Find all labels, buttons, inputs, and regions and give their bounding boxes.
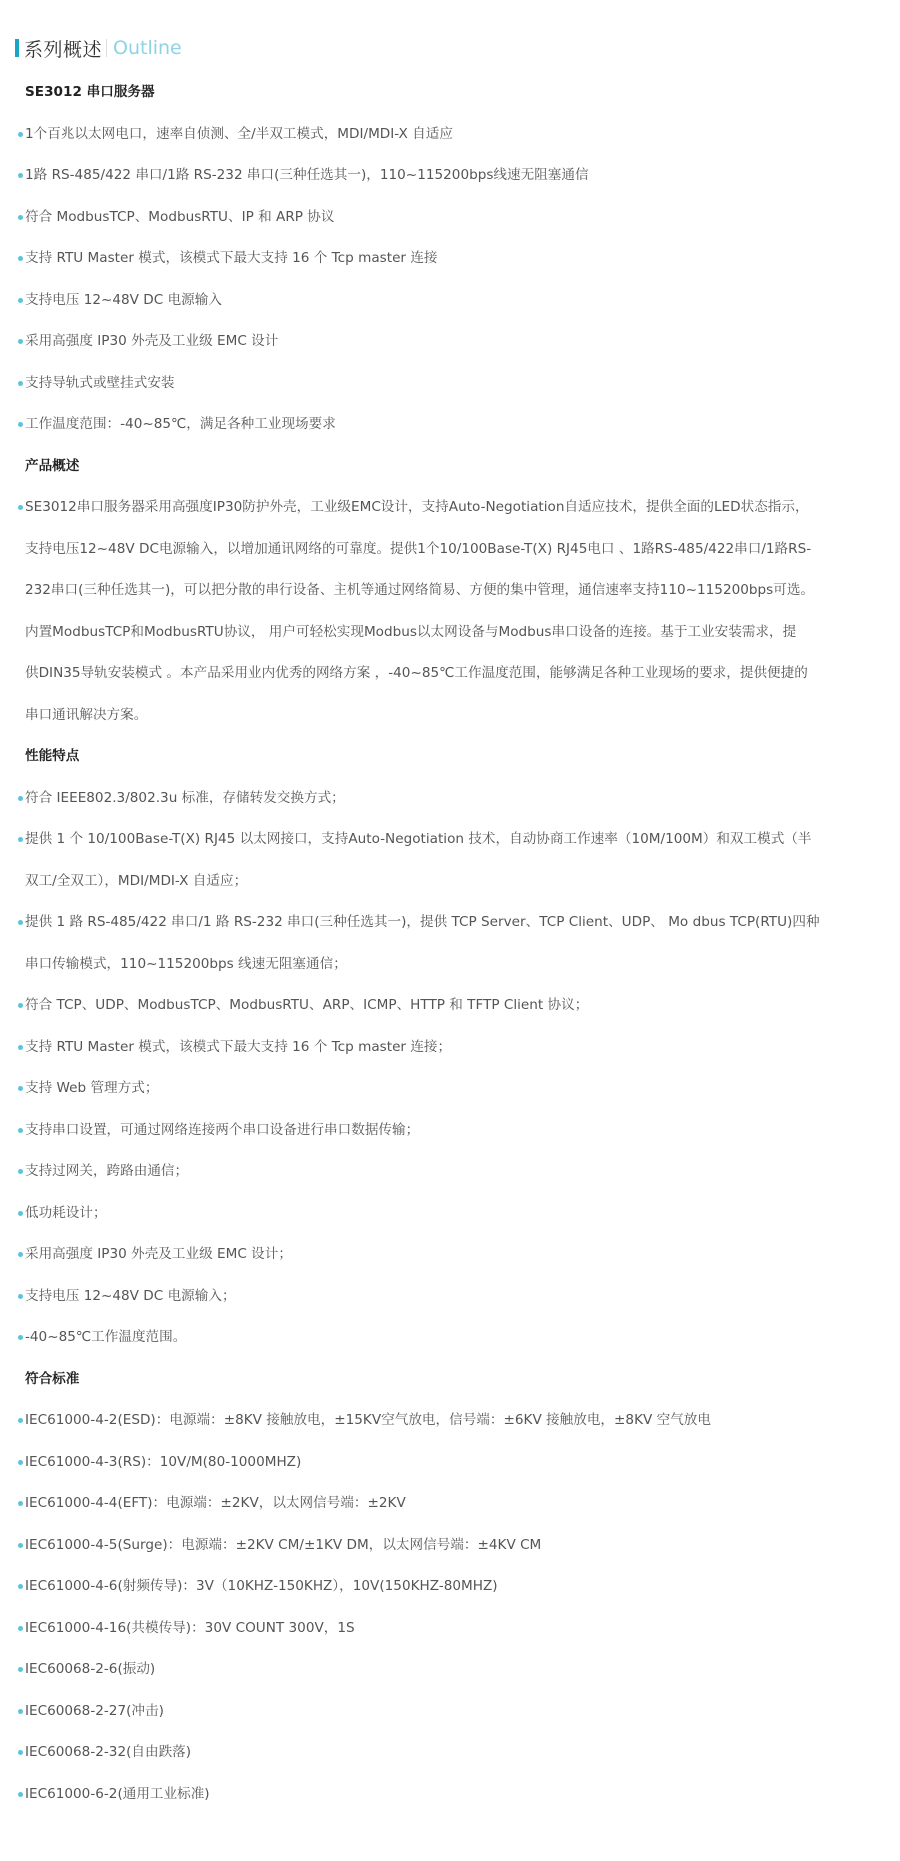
bullet-item: 支持串口设置，可通过网络连接两个串口设备进行串口数据传输； xyxy=(0,1110,900,1152)
content-list xyxy=(0,72,900,1815)
subsection-heading: 性能特点 xyxy=(25,748,80,764)
bullet-item: 支持电压 12~48V DC 电源输入 xyxy=(0,280,900,322)
subsection-heading: 符合标准 xyxy=(25,1370,80,1387)
section-title: 系列概述 xyxy=(24,38,103,61)
bullet-item: IEC60068-2-32(自由跌落) xyxy=(0,1732,900,1774)
bullet-item: 支持导轨式或壁挂式安装 xyxy=(0,363,900,405)
bullet-item: 工作温度范围：-40~85℃，满足各种工业现场要求 xyxy=(0,404,900,446)
bullet-item: 支持过网关，跨路由通信； xyxy=(0,1151,900,1193)
bullet-item: 符合 IEEE802.3/802.3u 标准，存储转发交换方式； xyxy=(0,778,900,820)
bullet-item: 采用高强度 IP30 外壳及工业级 EMC 设计 xyxy=(0,321,900,363)
bullet-item: IEC61000-4-3(RS)：10V/M(80-1000MHZ) xyxy=(0,1442,900,1484)
bullet-item: 1个百兆以太网电口，速率自侦测、全/半双工模式，MDI/MDI-X 自适应 xyxy=(0,114,900,156)
header-divider xyxy=(106,39,107,57)
bullet-item: IEC60068-2-27(冲击) xyxy=(0,1691,900,1733)
bullet-item: IEC61000-6-2(通用工业标准) xyxy=(0,1774,900,1816)
bullet-item: -40~85℃工作温度范围。 xyxy=(0,1317,900,1359)
bullet-item: 采用高强度 IP30 外壳及工业级 EMC 设计； xyxy=(0,1234,900,1276)
bullet-item: 提供 1 个 10/100Base-T(X) RJ45 以太网接口，支持Auto-Negotiation 技术，自动协商工作速率（10M/100M）和双工模式（半 xyxy=(0,819,900,861)
bullet-item: 支持 RTU Master 模式，该模式下最大支持 16 个 Tcp master 连接 xyxy=(0,238,900,280)
continuation-line: 供DIN35导轨安装模式 。本产品采用业内优秀的网络方案 ，-40~85℃工作温度范围，能够满足各种工业现场的要求，提供便捷的 xyxy=(25,665,808,681)
bullet-item: 符合 TCP、UDP、ModbusTCP、ModbusRTU、ARP、ICMP、HTTP 和 TFTP Client 协议； xyxy=(0,985,900,1027)
bullet-item: IEC61000-4-4(EFT)：电源端：±2KV，以太网信号端：±2KV xyxy=(0,1483,900,1525)
continuation-line: 支持电压12~48V DC电源输入，以增加通讯网络的可靠度。提供1个10/100Base-T(X) RJ45电口 、1路RS-485/422串口/1路RS- xyxy=(25,540,812,557)
continuation-line: 232串口(三种任选其一)，可以把分散的串行设备、主机等通过网络简易、方便的集中管理，通信速率支持110~115200bps可选。 xyxy=(25,582,815,598)
bullet-item: 提供 1 路 RS-485/422 串口/1 路 RS-232 串口(三种任选其一)，提供 TCP Server、TCP Client、UDP、 Mo dbus TCP(RTU)四种 xyxy=(0,902,900,944)
bullet-item: IEC61000-4-6(射频传导)：3V（10KHZ-150KHZ），10V(150KHZ-80MHZ) xyxy=(0,1566,900,1608)
bullet-item: 低功耗设计； xyxy=(0,1193,900,1235)
bullet-item: IEC61000-4-2(ESD)：电源端：±8KV 接触放电，±15KV空气放电，信号端：±6KV 接触放电，±8KV 空气放电 xyxy=(0,1400,900,1442)
continuation-line: 串口通讯解决方案。 xyxy=(25,706,148,723)
subsection-heading: SE3012 串口服务器 xyxy=(25,84,155,100)
bullet-item: IEC61000-4-16(共模传导)：30V COUNT 300V，1S xyxy=(0,1608,900,1650)
bullet-item: IEC61000-4-5(Surge)：电源端：±2KV CM/±1KV DM，以太网信号端：±4KV CM xyxy=(0,1525,900,1567)
continuation-line: 内置ModbusTCP和ModbusRTU协议， 用户可轻松实现Modbus以太网设备与Modbus串口设备的连接。基于工业安装需求，提 xyxy=(25,623,797,640)
bullet-item: 支持 Web 管理方式； xyxy=(0,1068,900,1110)
bullet-item: 支持电压 12~48V DC 电源输入； xyxy=(0,1276,900,1318)
bullet-item: 支持 RTU Master 模式，该模式下最大支持 16 个 Tcp master 连接； xyxy=(0,1027,900,1069)
subsection-heading: 产品概述 xyxy=(25,457,80,474)
bullet-item: 符合 ModbusTCP、ModbusRTU、IP 和 ARP 协议 xyxy=(0,197,900,239)
header-accent-bar xyxy=(15,39,19,57)
bullet-item: 1路 RS-485/422 串口/1路 RS-232 串口(三种任选其一)，110~115200bps线速无阻塞通信 xyxy=(0,155,900,197)
continuation-line: 双工/全双工），MDI/MDI-X 自适应； xyxy=(25,872,248,889)
section-subtitle: Outline xyxy=(113,37,182,59)
bullet-item: SE3012串口服务器采用高强度IP30防护外壳，工业级EMC设计，支持Auto-Negotiation自适应技术，提供全面的LED状态指示， xyxy=(0,487,900,529)
section-header xyxy=(15,30,182,66)
continuation-line: 串口传输模式，110~115200bps 线速无阻塞通信； xyxy=(25,955,347,972)
bullet-item: IEC60068-2-6(振动) xyxy=(0,1649,900,1691)
